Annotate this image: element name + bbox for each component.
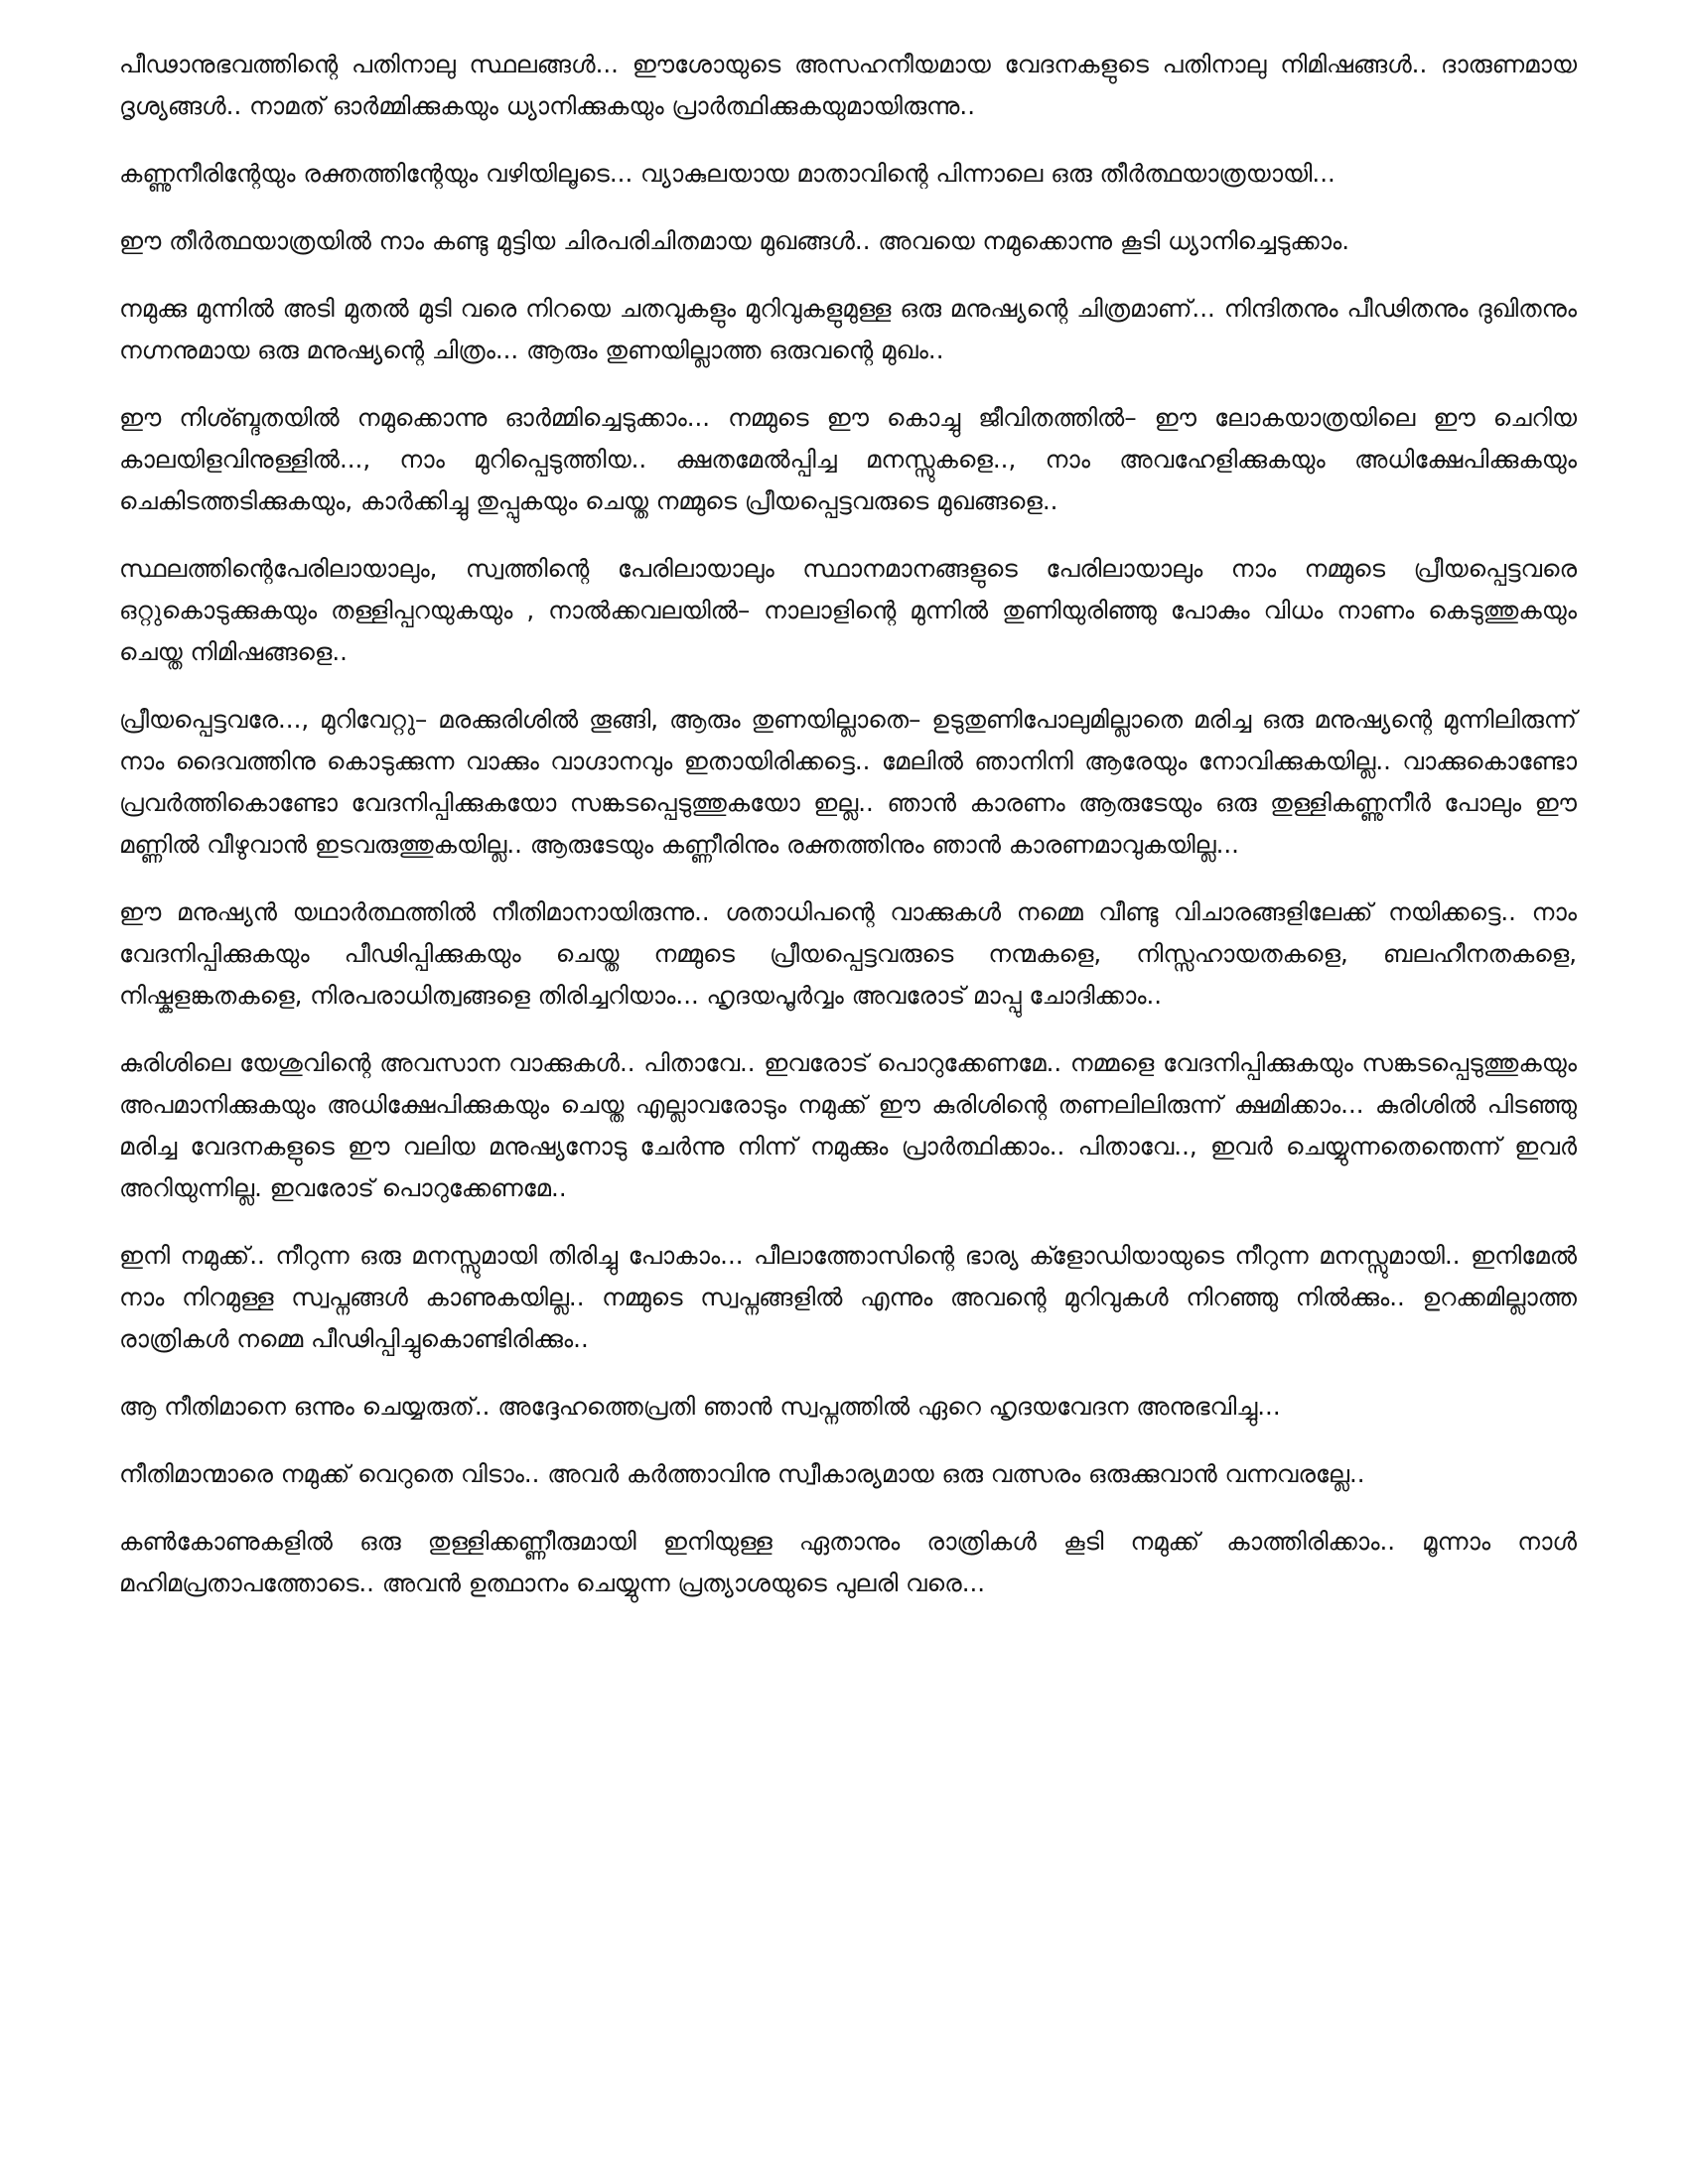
- paragraph-5: ഈ നിശ്ബ്ദതയിൽ നമുക്കൊന്നു ഓർമ്മിച്ചെടുക്കാം... നമ്മുടെ ഈ കൊച്ചു ജീവിതത്തിൽ– ഈ ലോകയാത്രയിലെ ഈ ചെറിയ കാലയിളവിനുള്ളിൽ..., നാം മുറിപ്പെടുത്തിയ.. ക്ഷതമേൽപ്പിച്ച മനസ്സുകളെ.., നാം അവഹേളിക്കുകയും അധിക്ഷേപിക്കുകയും ചെകിടത്തടിക്കുകയും, കാർക്കിച്ചു തുപ്പുകയും ചെയ്ത നമ്മുടെ പ്രീയപ്പെട്ടവരുടെ മുഖങ്ങളെ..: [119, 403, 1577, 515]
- paragraph-7: പ്രീയപ്പെട്ടവരേ..., മുറിവേറ്റു– മരക്കുരിശിൽ തൂങ്ങി, ആരും തുണയില്ലാതെ– ഉടുതുണിപോലുമില്ലാതെ മരിച്ച ഒരു മനുഷ്യന്റെ മുന്നിലിരുന്ന് നാം ദൈവത്തിനു കൊടുക്കുന്ന വാക്കും വാഗ്ദാനവും ഇതായിരിക്കട്ടെ.. മേലിൽ ഞാനിനി ആരേയും നോവിക്കുകയില്ല.. വാക്കുകൊണ്ടോ പ്രവർത്തികൊണ്ടോ വേദനിപ്പിക്കുകയോ സങ്കടപ്പെടുത്തുകയോ ഇല്ല.. ഞാൻ കാരണം ആരുടേയും ഒരു തുള്ളികണ്ണുനീർ പോലും ഈ മണ്ണിൽ വീഴുവാൻ ഇടവരുത്തുകയില്ല.. ആരുടേയും കണ്ണീരിനും രക്തത്തിനും ഞാൻ കാരണമാവുകയില്ല...: [119, 705, 1577, 859]
- document-body: [119, 44, 1577, 1604]
- paragraph-6: സ്ഥലത്തിന്റെപേരിലായാലും, സ്വത്തിന്റെ പേരിലായാലും സ്ഥാനമാനങ്ങളുടെ പേരിലായാലും നാം നമ്മുടെ പ്രീയപ്പെട്ടവരെ ഒറ്റുകൊടുക്കുകയും തള്ളിപ്പറയുകയും , നാൽക്കവലയിൽ– നാലാളിന്റെ മുന്നിൽ തുണിയുരിഞ്ഞു പോകും വിധം നാണം കെടുത്തുകയും ചെയ്ത നിമിഷങ്ങളെ..: [119, 554, 1577, 666]
- paragraph-4: നമുക്കു മുന്നിൽ അടി മുതൽ മുടി വരെ നിറയെ ചതവുകളും മുറിവുകളുമുള്ള ഒരു മനുഷ്യന്റെ ചിത്രമാണ്... നിന്ദിതനും പീഢിതനും ദുഖിതനും നഗ്നനുമായ ഒരു മനുഷ്യന്റെ ചിത്രം... ആരും തുണയില്ലാത്ത ഒരുവന്റെ മുഖം..: [119, 294, 1577, 364]
- paragraph-10: ഇനി നമുക്ക്.. നീറുന്ന ഒരു മനസ്സുമായി തിരിച്ചു പോകാം... പീലാത്തോസിന്റെ ഭാര്യ ക്ളോഡിയായുടെ നീറുന്ന മനസ്സുമായി.. ഇനിമേൽ നാം നിറമുള്ള സ്വപ്നങ്ങൾ കാണുകയില്ല.. നമ്മുടെ സ്വപ്നങ്ങളിൽ എന്നും അവന്റെ മുറിവുകൾ നിറഞ്ഞു നിൽക്കും.. ഉറക്കമില്ലാത്ത രാത്രികൾ നമ്മെ പീഢിപ്പിച്ചുകൊണ്ടിരിക്കും..: [119, 1241, 1577, 1353]
- paragraph-1: പീഢാനുഭവത്തിന്റെ പതിനാലു സ്ഥലങ്ങൾ... ഈശോയുടെ അസഹനീയമായ വേദനകളുടെ പതിനാലു നിമിഷങ്ങൾ.. ദാരുണമായ ദൃശ്യങ്ങൾ.. നാമത് ഓർമ്മിക്കുകയും ധ്യാനിക്കുകയും പ്രാർത്ഥിക്കുകയുമായിരുന്നു..: [119, 50, 1577, 120]
- paragraph-8: ഈ മനുഷ്യൻ യഥാർത്ഥത്തിൽ നീതിമാനായിരുന്നു.. ശതാധിപന്റെ വാക്കുകൾ നമ്മെ വീണ്ടു വിചാരങ്ങളിലേക്ക് നയിക്കട്ടെ.. നാം വേദനിപ്പിക്കുകയും പീഢിപ്പിക്കുകയും ചെയ്ത നമ്മുടെ പ്രീയപ്പെട്ടവരുടെ നന്മകളെ, നിസ്സഹായതകളെ, ബലഹീനതകളെ, നിഷ്കളങ്കതകളെ, നിരപരാധിത്വങ്ങളെ തിരിച്ചറിയാം... ഹൃദയപൂർവ്വം അവരോട് മാപ്പു ചോദിക്കാം..: [119, 897, 1577, 1010]
- paragraph-12: നീതിമാന്മാരെ നമുക്ക് വെറുതെ വിടാം.. അവർ കർത്താവിനു സ്വീകാര്യമായ ഒരു വത്സരം ഒരുക്കുവാൻ വന്നവരല്ലേ..: [119, 1459, 1365, 1488]
- paragraph-13: കൺകോണുകളിൽ ഒരു തുള്ളിക്കണ്ണീരുമായി ഇനിയുള്ള ഏതാനും രാത്രികൾ കൂടി നമുക്ക് കാത്തിരിക്കാം.. മൂന്നാം നാൾ മഹിമപ്രതാപത്തോടെ.. അവൻ ഉത്ഥാനം ചെയ്യുന്ന പ്രത്യാശയുടെ പുലരി വരെ...: [119, 1527, 1577, 1597]
- paragraph-11: ആ നീതിമാനെ ഒന്നും ചെയ്യരുത്.. അദ്ദേഹത്തെപ്രതി ഞാൻ സ്വപ്നത്തിൽ ഏറെ ഹൃദയവേദന അനുഭവിച്ചു...: [119, 1392, 1281, 1421]
- paragraph-2: കണ്ണുനീരിന്റേയും രക്തത്തിന്റേയും വഴിയിലൂടെ... വ്യാകുലയായ മാതാവിന്റെ പിന്നാലെ ഒരു തീർത്ഥയാത്രയായി...: [119, 159, 1336, 188]
- paragraph-9: കുരിശിലെ യേശുവിന്റെ അവസാന വാക്കുകൾ.. പിതാവേ.. ഇവരോട് പൊറുക്കേണമേ.. നമ്മളെ വേദനിപ്പിക്കുകയും സങ്കടപ്പെടുത്തുകയും അപമാനിക്കുകയും അധിക്ഷേപിക്കുകയും ചെയ്ത എല്ലാവരോടും നമുക്ക് ഈ കുരിശിന്റെ തണലിലിരുന്ന് ക്ഷമിക്കാം... കുരിശിൽ പിടഞ്ഞു മരിച്ച വേദനകളുടെ ഈ വലിയ മനുഷ്യനോടു ചേർന്നു നിന്ന് നമുക്കും പ്രാർത്ഥിക്കാം.. പിതാവേ.., ഇവർ ചെയ്യുന്നതെന്തെന്ന് ഇവർ അറിയുന്നില്ല. ഇവരോട് പൊറുക്കേണമേ..: [119, 1048, 1577, 1202]
- paragraph-3: ഈ തീർത്ഥയാത്രയിൽ നാം കണ്ടു മുട്ടിയ ചിരപരിചിതമായ മുഖങ്ങൾ.. അവയെ നമുക്കൊന്നു കൂടി ധ്യാനിച്ചെടുക്കാം.: [119, 226, 1350, 255]
